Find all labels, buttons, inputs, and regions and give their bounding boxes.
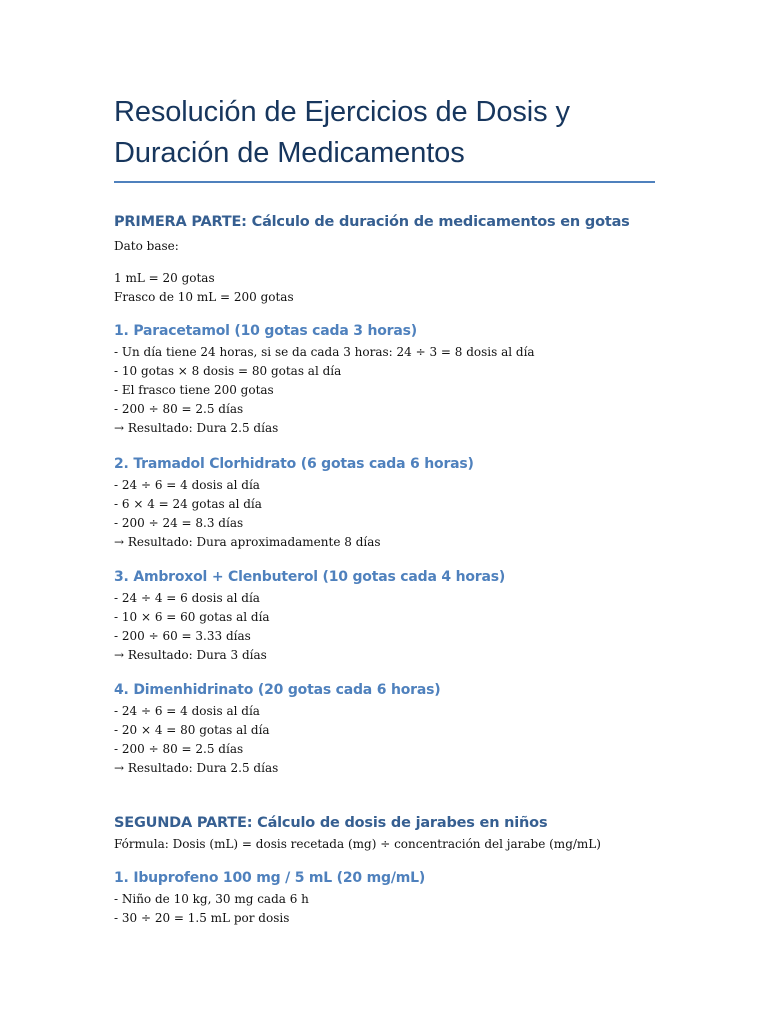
exercise-tramadol [114, 454, 474, 552]
exercise-line: - 24 ÷ 4 = 6 dosis al día [114, 591, 260, 605]
base-line: 1 mL = 20 gotas [114, 271, 215, 285]
exercise-heading: 2. Tramadol Clorhidrato (6 gotas cada 6 horas) [114, 456, 474, 472]
part1-section [114, 212, 630, 232]
exercise-result: → Resultado: Dura 2.5 días [114, 421, 279, 435]
document-title [114, 92, 655, 174]
exercise-line: - El frasco tiene 200 gotas [114, 383, 274, 397]
exercise-line: - 6 × 4 = 24 gotas al día [114, 497, 262, 511]
exercise-line: - Niño de 10 kg, 30 mg cada 6 h [114, 892, 309, 906]
exercise-line: - 24 ÷ 6 = 4 dosis al día [114, 478, 260, 492]
exercise-paracetamol [114, 321, 535, 438]
exercise-result: → Resultado: Dura 2.5 días [114, 761, 279, 775]
exercise-line: - 20 × 4 = 80 gotas al día [114, 723, 270, 737]
part1-base-block [114, 269, 294, 307]
exercise-heading: 1. Ibuprofeno 100 mg / 5 mL (20 mg/mL) [114, 870, 426, 886]
exercise-result: → Resultado: Dura 3 días [114, 648, 267, 662]
part2-formula: Fórmula: Dosis (mL) = dosis recetada (mg) ÷ concentración del jarabe (mg/mL) [114, 837, 601, 851]
exercise-line: - 200 ÷ 80 = 2.5 días [114, 402, 244, 416]
exercise-dimenhidrinato [114, 680, 440, 778]
exercise-line: - 200 ÷ 24 = 8.3 días [114, 516, 244, 530]
part2-formula-block [114, 835, 601, 854]
exercise-line: - 10 × 6 = 60 gotas al día [114, 610, 270, 624]
exercise-line: - Un día tiene 24 horas, si se da cada 3 horas: 24 ÷ 3 = 8 dosis al día [114, 345, 535, 359]
exercise-heading: 3. Ambroxol + Clenbuterol (10 gotas cada 4 horas) [114, 569, 506, 585]
part2-section [114, 813, 547, 833]
exercise-heading: 4. Dimenhidrinato (20 gotas cada 6 horas) [114, 682, 441, 698]
part2-heading: SEGUNDA PARTE: Cálculo de dosis de jarabes en niños [114, 815, 548, 831]
exercise-line: - 200 ÷ 80 = 2.5 días [114, 742, 244, 756]
document-title-line-1: Resolución de Ejercicios de Dosis y [114, 96, 570, 128]
exercise-ambroxol [114, 567, 505, 665]
exercise-line: - 24 ÷ 6 = 4 dosis al día [114, 704, 260, 718]
exercise-heading: 1. Paracetamol (10 gotas cada 3 horas) [114, 323, 417, 339]
exercise-result: → Resultado: Dura aproximadamente 8 días [114, 535, 381, 549]
base-line: Frasco de 10 mL = 200 gotas [114, 290, 294, 304]
exercise-line: - 30 ÷ 20 = 1.5 mL por dosis [114, 911, 290, 925]
exercise-line: - 10 gotas × 8 dosis = 80 gotas al día [114, 364, 342, 378]
document-page [114, 92, 655, 925]
part1-heading: PRIMERA PARTE: Cálculo de duración de medicamentos en gotas [114, 214, 630, 230]
document-title-line-2: Duración de Medicamentos [114, 137, 465, 169]
part1-intro-block [114, 237, 179, 256]
exercise-line: - 200 ÷ 60 = 3.33 días [114, 629, 251, 643]
exercise-ibuprofeno [114, 868, 425, 928]
title-underline [114, 181, 655, 183]
part1-intro: Dato base: [114, 239, 179, 253]
